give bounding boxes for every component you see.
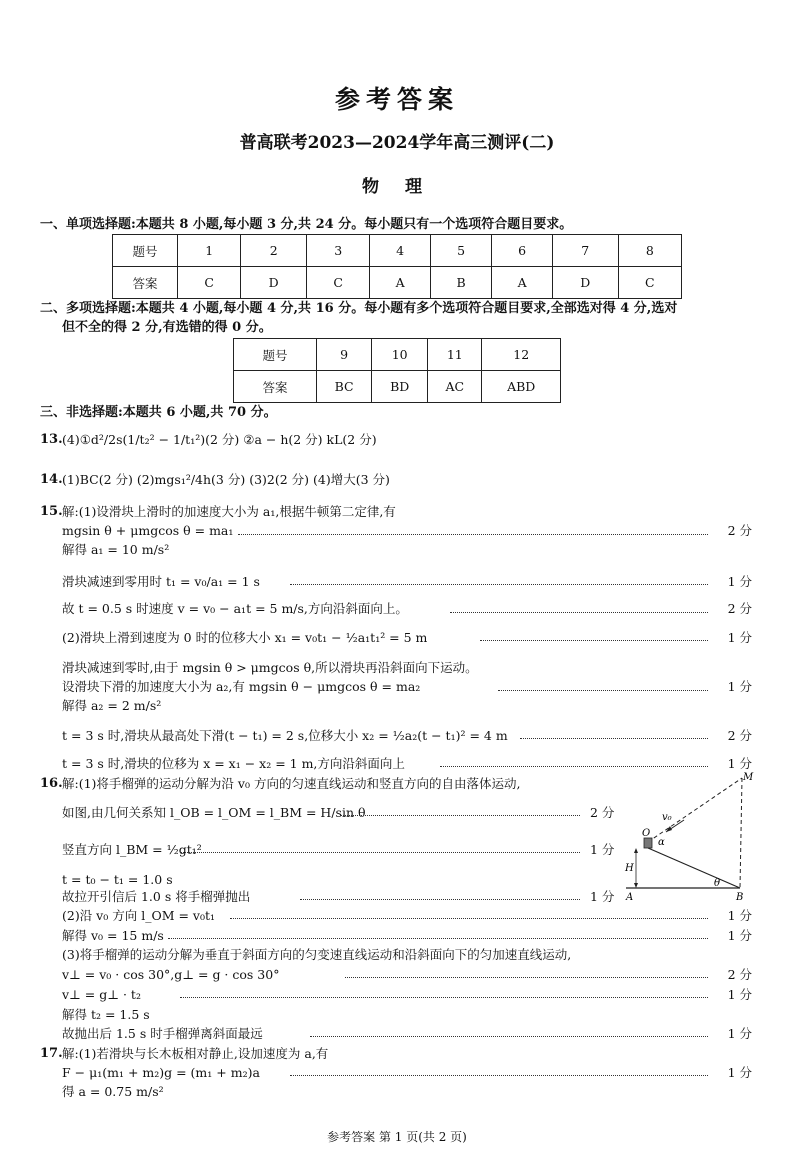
score-label: 1 分 — [727, 679, 752, 694]
label-m: M — [743, 772, 754, 783]
table-cell: 9 — [317, 339, 372, 371]
leader-dots — [450, 612, 708, 613]
score-label: 1 分 — [727, 908, 752, 923]
table-row-ans-label: 答案 — [113, 267, 178, 299]
label-v0: v₀ — [662, 812, 672, 823]
leader-dots — [520, 738, 708, 739]
exam-subtitle: 普高联考2023—2024学年高三测评(二) — [239, 133, 555, 153]
q17-line: F − μ₁(m₁ + m₂)g = (m₁ + m₂)a — [62, 1065, 260, 1080]
q16-number: 16. — [40, 776, 63, 791]
table-cell: 3 — [307, 235, 370, 267]
leader-dots — [340, 815, 580, 816]
table-cell: 2 — [241, 235, 307, 267]
score-label: 1 分 — [590, 889, 615, 904]
q15-line: 解:(1)设滑块上滑时的加速度大小为 a₁,根据牛顿第二定律,有 — [62, 504, 396, 519]
q15-line: (2)滑块上滑到速度为 0 时的位移大小 x₁ = v₀t₁ − ½a₁t₁² = 5 m — [62, 630, 428, 645]
table-cell: B — [430, 267, 491, 299]
q14-number: 14. — [40, 472, 63, 487]
leader-dots — [310, 1036, 708, 1037]
q15-line: 解得 a₁ = 10 m/s² — [62, 542, 170, 557]
leader-dots — [290, 584, 708, 585]
q13-number: 13. — [40, 432, 63, 447]
score-label: 1 分 — [590, 842, 615, 857]
score-label: 2 分 — [727, 728, 752, 743]
q17-line: 解:(1)若滑块与长木板相对静止,设加速度为 a,有 — [62, 1046, 329, 1061]
score-label: 1 分 — [727, 1065, 752, 1080]
section2-heading-1: 二、多项选择题:本题共 4 小题,每小题 4 分,共 16 分。每小题有多个选项符合题目要求,全部选对得 4 分,选对 — [40, 301, 678, 316]
section1-table — [112, 234, 682, 299]
leader-dots — [230, 918, 708, 919]
q16-line: 解得 v₀ = 15 m/s — [62, 928, 164, 943]
grenade-block — [644, 838, 652, 848]
h-arrowhead-bottom — [634, 883, 638, 888]
label-o: O — [642, 828, 651, 839]
label-a: A — [626, 892, 634, 903]
q15-line: 滑块减速到零用时 t₁ = v₀/a₁ = 1 s — [62, 574, 260, 589]
table-cell: 1 — [178, 235, 241, 267]
q16-line: t = t₀ − t₁ = 1.0 s — [62, 872, 173, 887]
table-cell: C — [618, 267, 681, 299]
score-label: 1 分 — [727, 574, 752, 589]
leader-dots — [440, 766, 708, 767]
q16-line: 解:(1)将手榴弹的运动分解为沿 v₀ 方向的匀速直线运动和竖直方向的自由落体运动, — [62, 776, 521, 791]
table-cell: 7 — [552, 235, 618, 267]
table-cell: 8 — [618, 235, 681, 267]
q16-line: v⊥ = g⊥ · t₂ — [62, 987, 141, 1002]
table-cell: C — [178, 267, 241, 299]
score-label: 2 分 — [727, 601, 752, 616]
score-label: 1 分 — [727, 987, 752, 1002]
label-h: H — [625, 863, 634, 874]
q16-line: (3)将手榴弹的运动分解为垂直于斜面方向的匀变速直线运动和沿斜面向下的匀加速直线运动, — [62, 947, 572, 962]
h-arrowhead-top — [634, 848, 638, 853]
label-alpha: α — [658, 837, 665, 848]
q15-line: 解得 a₂ = 2 m/s² — [62, 698, 162, 713]
table-cell: 5 — [430, 235, 491, 267]
table-cell: C — [307, 267, 370, 299]
label-theta: θ — [714, 878, 721, 889]
section2-heading-2: 但不全的得 2 分,有选错的得 0 分。 — [62, 320, 272, 335]
section2-table — [233, 338, 561, 403]
q15-line: t = 3 s 时,滑块从最高处下滑(t − t₁) = 2 s,位移大小 x₂ = ½a₂(t − t₁)² = 4 m — [62, 728, 508, 743]
q15-line: mgsin θ + μmgcos θ = ma₁ — [62, 523, 234, 538]
q16-line: 如图,由几何关系知 l_OB = l_OM = l_BM = H/sin θ — [62, 805, 366, 820]
score-label: 1 分 — [727, 630, 752, 645]
page-footer: 参考答案 第 1 页(共 2 页) — [327, 1130, 467, 1144]
table-row-head-label: 题号 — [234, 339, 317, 371]
score-label: 2 分 — [590, 805, 615, 820]
q13-answer: (4)①d²/2s(1/t₂² − 1/t₁²)(2 分) ②a − h(2 分) kL(2 分) — [62, 432, 377, 447]
doc-title: 参考答案 — [334, 85, 459, 114]
table-cell: AC — [428, 371, 482, 403]
trajectory-dashed-line — [648, 778, 742, 842]
q15-line: 设滑块下滑的加速度大小为 a₂,有 mgsin θ − μmgcos θ = ma₂ — [62, 679, 421, 694]
score-label: 1 分 — [727, 756, 752, 771]
table-row-ans-label: 答案 — [234, 371, 317, 403]
slope-line — [648, 848, 740, 888]
incline-figure — [622, 772, 752, 902]
subject-title: 物 理 — [362, 177, 432, 197]
table-cell: 11 — [428, 339, 482, 371]
q15-line: 故 t = 0.5 s 时速度 v = v₀ − a₁t = 5 m/s,方向沿斜面向上。 — [62, 601, 408, 616]
q15-line: 滑块减速到零时,由于 mgsin θ > μmgcos θ,所以滑块再沿斜面向下运动。 — [62, 660, 478, 675]
leader-dots — [290, 1075, 708, 1076]
q16-line: 故抛出后 1.5 s 时手榴弹离斜面最远 — [62, 1026, 263, 1041]
table-cell: BD — [372, 371, 428, 403]
table-cell: 10 — [372, 339, 428, 371]
score-label: 1 分 — [727, 1026, 752, 1041]
table-cell: D — [552, 267, 618, 299]
q14-answer: (1)BC(2 分) (2)mgs₁²/4h(3 分) (3)2(2 分) (4)增大(3 分) — [62, 472, 390, 487]
score-label: 2 分 — [727, 967, 752, 982]
q16-line: v⊥ = v₀ · cos 30°,g⊥ = g · cos 30° — [62, 967, 280, 982]
table-cell: BC — [317, 371, 372, 403]
leader-dots — [180, 997, 708, 998]
q15-number: 15. — [40, 504, 63, 519]
q17-number: 17. — [40, 1046, 63, 1061]
section3-heading: 三、非选择题:本题共 6 小题,共 70 分。 — [40, 405, 277, 420]
leader-dots — [168, 938, 708, 939]
q17-line: 得 a = 0.75 m/s² — [62, 1084, 164, 1099]
score-label: 1 分 — [727, 928, 752, 943]
leader-dots — [498, 690, 708, 691]
table-cell: 4 — [370, 235, 431, 267]
leader-dots — [238, 534, 708, 535]
leader-dots — [180, 852, 580, 853]
q16-line: 解得 t₂ = 1.5 s — [62, 1007, 150, 1022]
leader-dots — [300, 899, 580, 900]
table-row-head-label: 题号 — [113, 235, 178, 267]
score-label: 2 分 — [727, 523, 752, 538]
q16-line: (2)沿 v₀ 方向 l_OM = v₀t₁ — [62, 908, 216, 923]
leader-dots — [345, 977, 708, 978]
leader-dots — [480, 640, 708, 641]
table-cell: D — [241, 267, 307, 299]
table-cell: ABD — [482, 371, 561, 403]
table-cell: A — [370, 267, 431, 299]
section1-heading: 一、单项选择题:本题共 8 小题,每小题 3 分,共 24 分。每小题只有一个选项符合题目要求。 — [40, 217, 573, 232]
table-cell: 12 — [482, 339, 561, 371]
q16-line: 故拉开引信后 1.0 s 将手榴弹抛出 — [62, 889, 251, 904]
table-cell: A — [492, 267, 553, 299]
q15-line: t = 3 s 时,滑块的位移为 x = x₁ − x₂ = 1 m,方向沿斜面向上 — [62, 756, 405, 771]
vertical-dashed-line — [740, 778, 742, 888]
table-cell: 6 — [492, 235, 553, 267]
q16-line: 竖直方向 l_BM = ½gt₁² — [62, 842, 202, 857]
label-b: B — [736, 892, 744, 903]
